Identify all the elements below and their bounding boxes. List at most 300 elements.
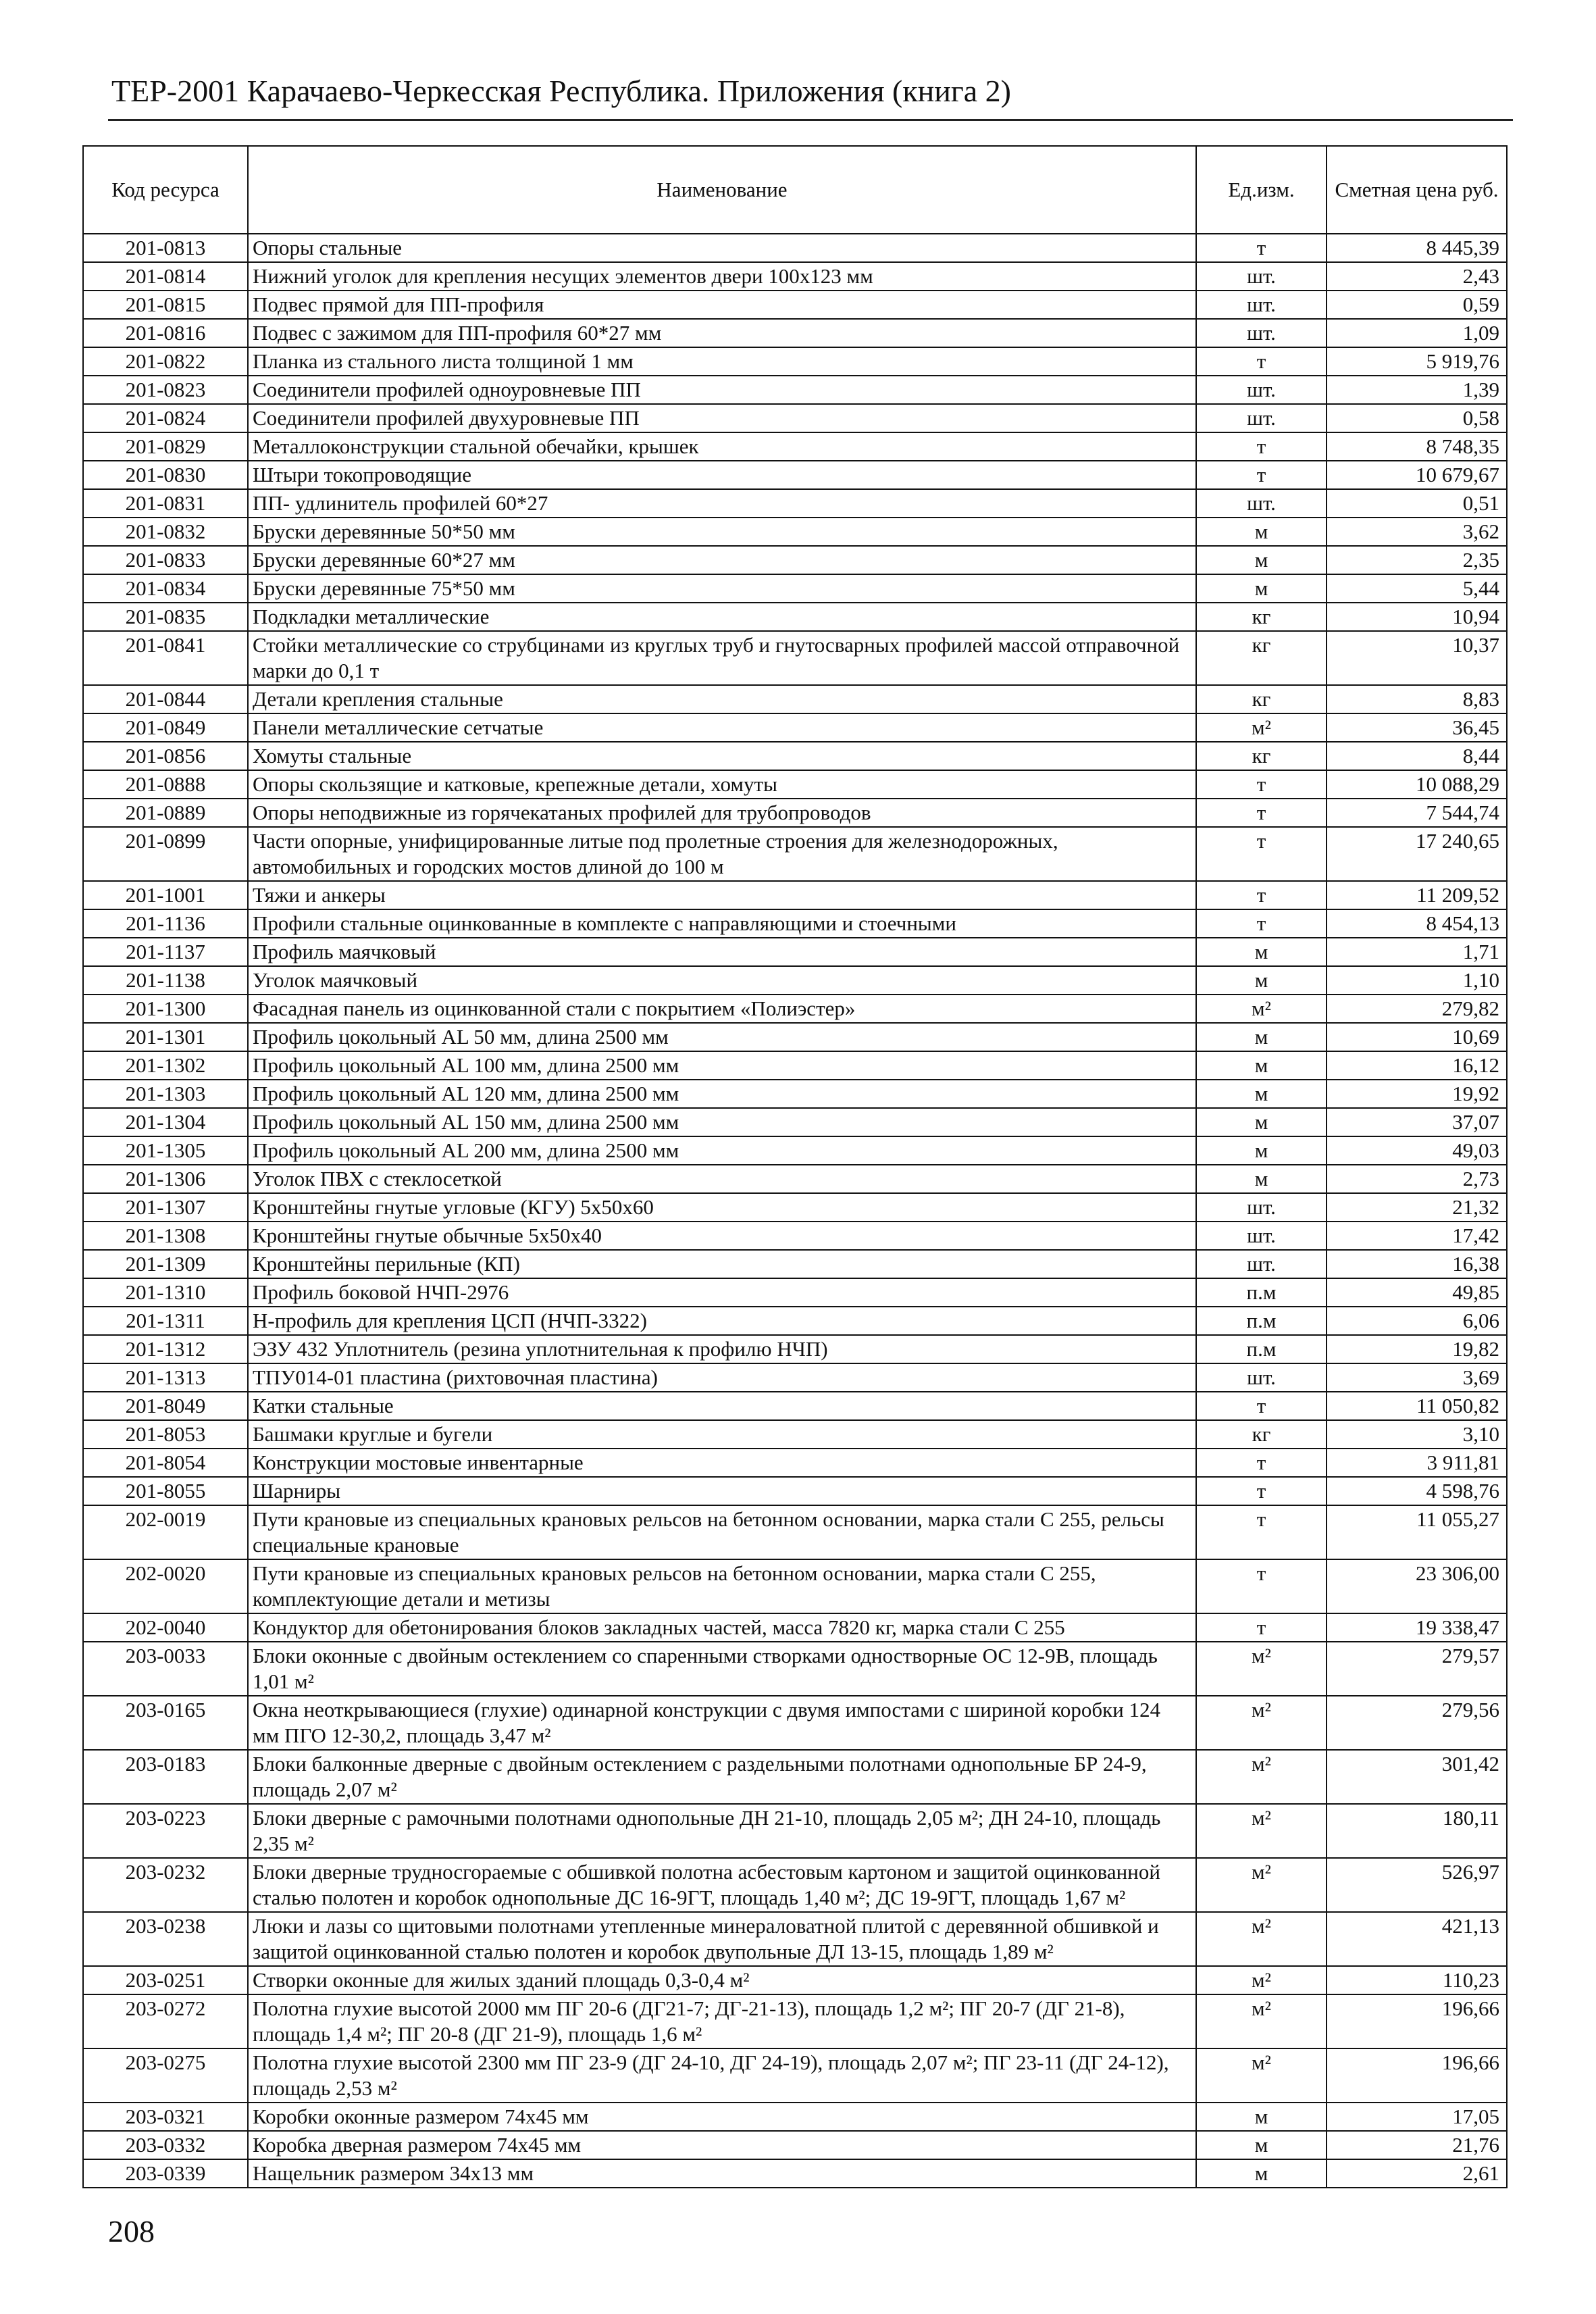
cell-code: 201-0856 — [83, 742, 248, 770]
cell-unit: м² — [1196, 713, 1327, 742]
cell-name: Панели металлические сетчатые — [248, 713, 1196, 742]
cell-code: 201-1304 — [83, 1108, 248, 1136]
column-header-name: Наименование — [248, 146, 1196, 234]
cell-unit: т — [1196, 432, 1327, 461]
cell-code: 201-0833 — [83, 546, 248, 574]
cell-unit: т — [1196, 827, 1327, 881]
table-row — [83, 1363, 1507, 1392]
cell-name: Полотна глухие высотой 2000 мм ПГ 20-6 (ДГ21-7; ДГ-21-13), площадь 1,2 м²; ПГ 20-7 (ДГ 21-8), площадь 1,4 м²; ПГ 20-8 (ДГ 21-9), площадь 1,6 м² — [248, 1994, 1196, 2048]
cell-unit: кг — [1196, 1420, 1327, 1449]
cell-code: 203-0251 — [83, 1966, 248, 1994]
table-row — [83, 603, 1507, 631]
cell-code: 201-0830 — [83, 461, 248, 489]
cell-unit: п.м — [1196, 1278, 1327, 1307]
cell-unit: т — [1196, 1449, 1327, 1477]
cell-name: Конструкции мостовые инвентарные — [248, 1449, 1196, 1477]
cell-name: Бруски деревянные 60*27 мм — [248, 546, 1196, 574]
cell-price: 11 050,82 — [1327, 1392, 1507, 1420]
cell-name: Опоры стальные — [248, 234, 1196, 262]
table-row — [83, 404, 1507, 432]
cell-name: Уголок маячковый — [248, 966, 1196, 995]
cell-name: Штыри токопроводящие — [248, 461, 1196, 489]
cell-unit: кг — [1196, 685, 1327, 713]
table-row — [83, 1912, 1507, 1966]
cell-code: 201-0831 — [83, 489, 248, 518]
cell-unit: м — [1196, 1108, 1327, 1136]
cell-name: Нижний уголок для крепления несущих элементов двери 100x123 мм — [248, 262, 1196, 291]
column-header-code: Код ресурса — [83, 146, 248, 234]
cell-name: Створки оконные для жилых зданий площадь 0,3-0,4 м² — [248, 1966, 1196, 1994]
cell-unit: т — [1196, 799, 1327, 827]
resource-price-table — [82, 145, 1508, 2188]
cell-code: 201-1308 — [83, 1222, 248, 1250]
cell-code: 201-1312 — [83, 1335, 248, 1363]
cell-code: 201-8053 — [83, 1420, 248, 1449]
cell-name: Кронштейны гнутые обычные 5x50x40 — [248, 1222, 1196, 1250]
cell-code: 201-0824 — [83, 404, 248, 432]
column-header-price: Сметная цена руб. — [1327, 146, 1507, 234]
cell-unit: шт. — [1196, 1222, 1327, 1250]
table-row — [83, 2103, 1507, 2131]
cell-price: 0,59 — [1327, 291, 1507, 319]
cell-name: Металлоконструкции стальной обечайки, крышек — [248, 432, 1196, 461]
cell-name: Опоры скользящие и катковые, крепежные детали, хомуты — [248, 770, 1196, 799]
cell-price: 1,10 — [1327, 966, 1507, 995]
table-row — [83, 909, 1507, 938]
table-row — [83, 518, 1507, 546]
cell-name: Профиль цокольный AL 200 мм, длина 2500 мм — [248, 1136, 1196, 1165]
table-row — [83, 1966, 1507, 1994]
cell-price: 5 919,76 — [1327, 347, 1507, 376]
cell-price: 0,51 — [1327, 489, 1507, 518]
cell-code: 201-0841 — [83, 631, 248, 685]
cell-price: 10,69 — [1327, 1023, 1507, 1051]
cell-price: 1,71 — [1327, 938, 1507, 966]
cell-price: 37,07 — [1327, 1108, 1507, 1136]
table-row — [83, 1335, 1507, 1363]
cell-price: 19 338,47 — [1327, 1613, 1507, 1642]
cell-name: Соединители профилей одноуровневые ПП — [248, 376, 1196, 404]
cell-unit: п.м — [1196, 1335, 1327, 1363]
table-row — [83, 461, 1507, 489]
cell-price: 49,85 — [1327, 1278, 1507, 1307]
cell-code: 203-0223 — [83, 1804, 248, 1858]
table-row — [83, 262, 1507, 291]
table-row — [83, 770, 1507, 799]
table-row — [83, 1108, 1507, 1136]
cell-code: 203-0332 — [83, 2131, 248, 2159]
cell-name: Тяжи и анкеры — [248, 881, 1196, 909]
cell-unit: т — [1196, 347, 1327, 376]
cell-unit: шт. — [1196, 376, 1327, 404]
cell-price: 8,83 — [1327, 685, 1507, 713]
cell-code: 201-1138 — [83, 966, 248, 995]
cell-unit: т — [1196, 909, 1327, 938]
table-row — [83, 1080, 1507, 1108]
cell-unit: т — [1196, 1505, 1327, 1559]
cell-name: Блоки дверные трудносгораемые с обшивкой полотна асбестовым картоном и защитой оцинкованной сталью полотен и коробок однопольные ДС 16-9ГТ, площадь 1,40 м²; ДС 19-9ГТ, площадь 1,67 м² — [248, 1858, 1196, 1912]
cell-price: 8 445,39 — [1327, 234, 1507, 262]
cell-code: 201-1300 — [83, 995, 248, 1023]
table-row — [83, 1250, 1507, 1278]
table-row — [83, 1858, 1507, 1912]
table-row — [83, 2159, 1507, 2188]
cell-code: 201-8055 — [83, 1477, 248, 1505]
table-row — [83, 1449, 1507, 1477]
cell-code: 201-0889 — [83, 799, 248, 827]
cell-price: 2,43 — [1327, 262, 1507, 291]
cell-unit: шт. — [1196, 291, 1327, 319]
cell-code: 202-0040 — [83, 1613, 248, 1642]
cell-code: 201-0822 — [83, 347, 248, 376]
table-row — [83, 799, 1507, 827]
column-header-unit: Ед.изм. — [1196, 146, 1327, 234]
cell-price: 16,38 — [1327, 1250, 1507, 1278]
cell-price: 3,10 — [1327, 1420, 1507, 1449]
cell-price: 5,44 — [1327, 574, 1507, 603]
table-row — [83, 291, 1507, 319]
cell-code: 201-1303 — [83, 1080, 248, 1108]
cell-unit: кг — [1196, 742, 1327, 770]
cell-unit: т — [1196, 1477, 1327, 1505]
table-row — [83, 376, 1507, 404]
table-row — [83, 1994, 1507, 2048]
cell-code: 201-1306 — [83, 1165, 248, 1193]
table-row — [83, 1051, 1507, 1080]
cell-name: Профиль боковой НЧП-2976 — [248, 1278, 1196, 1307]
table-row — [83, 995, 1507, 1023]
cell-unit: м² — [1196, 1912, 1327, 1966]
cell-name: ПП- удлинитель профилей 60*27 — [248, 489, 1196, 518]
cell-code: 201-0835 — [83, 603, 248, 631]
cell-code: 201-8054 — [83, 1449, 248, 1477]
cell-unit: м² — [1196, 1804, 1327, 1858]
cell-name: ЭЗУ 432 Уплотнитель (резина уплотнительная к профилю НЧП) — [248, 1335, 1196, 1363]
cell-name: Катки стальные — [248, 1392, 1196, 1420]
page-number: 208 — [108, 2214, 155, 2248]
cell-unit: м — [1196, 938, 1327, 966]
cell-code: 201-0814 — [83, 262, 248, 291]
cell-name: Профиль маячковый — [248, 938, 1196, 966]
cell-code: 203-0232 — [83, 1858, 248, 1912]
cell-code: 203-0033 — [83, 1642, 248, 1696]
table-row — [83, 827, 1507, 881]
cell-code: 203-0183 — [83, 1750, 248, 1804]
table-row — [83, 1392, 1507, 1420]
cell-name: Коробки оконные размером 74x45 мм — [248, 2103, 1196, 2131]
cell-name: Части опорные, унифицированные литые под пролетные строения для железнодорожных, автомобильных и городских мостов длиной до 100 м — [248, 827, 1196, 881]
cell-unit: т — [1196, 770, 1327, 799]
table-row — [83, 1477, 1507, 1505]
cell-price: 10,37 — [1327, 631, 1507, 685]
cell-price: 3 911,81 — [1327, 1449, 1507, 1477]
cell-code: 201-1001 — [83, 881, 248, 909]
resource-table-container — [82, 145, 1506, 2188]
cell-unit: м — [1196, 574, 1327, 603]
cell-price: 17,05 — [1327, 2103, 1507, 2131]
cell-name: Стойки металлические со струбцинами из круглых труб и гнутосварных профилей массой отправочной марки до 0,1 т — [248, 631, 1196, 685]
table-row — [83, 1505, 1507, 1559]
cell-unit: шт. — [1196, 262, 1327, 291]
cell-unit: м — [1196, 1080, 1327, 1108]
cell-name: Подвес прямой для ПП-профиля — [248, 291, 1196, 319]
cell-code: 203-0272 — [83, 1994, 248, 2048]
cell-code: 203-0238 — [83, 1912, 248, 1966]
cell-code: 201-0834 — [83, 574, 248, 603]
table-row — [83, 966, 1507, 995]
cell-code: 201-0815 — [83, 291, 248, 319]
cell-code: 203-0275 — [83, 2048, 248, 2103]
table-row — [83, 1804, 1507, 1858]
cell-price: 301,42 — [1327, 1750, 1507, 1804]
cell-unit: м — [1196, 2103, 1327, 2131]
cell-code: 201-1137 — [83, 938, 248, 966]
cell-unit: шт. — [1196, 404, 1327, 432]
cell-price: 23 306,00 — [1327, 1559, 1507, 1613]
cell-unit: м — [1196, 1023, 1327, 1051]
cell-unit: шт. — [1196, 1363, 1327, 1392]
cell-name: Детали крепления стальные — [248, 685, 1196, 713]
cell-unit: т — [1196, 1559, 1327, 1613]
cell-price: 196,66 — [1327, 2048, 1507, 2103]
cell-price: 421,13 — [1327, 1912, 1507, 1966]
cell-price: 17,42 — [1327, 1222, 1507, 1250]
title-rule — [108, 119, 1513, 121]
cell-name: Соединители профилей двухуровневые ПП — [248, 404, 1196, 432]
table-row — [83, 1307, 1507, 1335]
cell-name: Окна неоткрывающиеся (глухие) одинарной конструкции с двумя импостами с шириной коробки 124 мм ПГО 12-30,2, площадь 3,47 м² — [248, 1696, 1196, 1750]
table-row — [83, 1696, 1507, 1750]
cell-price: 0,58 — [1327, 404, 1507, 432]
cell-name: Профиль цокольный AL 50 мм, длина 2500 мм — [248, 1023, 1196, 1051]
cell-price: 16,12 — [1327, 1051, 1507, 1080]
cell-name: Бруски деревянные 75*50 мм — [248, 574, 1196, 603]
cell-price: 49,03 — [1327, 1136, 1507, 1165]
cell-code: 202-0020 — [83, 1559, 248, 1613]
table-row — [83, 631, 1507, 685]
cell-name: Шарниры — [248, 1477, 1196, 1505]
table-row — [83, 234, 1507, 262]
cell-name: Блоки дверные с рамочными полотнами однопольные ДН 21-10, площадь 2,05 м²; ДН 24-10, площадь 2,35 м² — [248, 1804, 1196, 1858]
table-row — [83, 1613, 1507, 1642]
cell-code: 203-0321 — [83, 2103, 248, 2131]
table-row — [83, 347, 1507, 376]
table-row — [83, 1278, 1507, 1307]
cell-price: 3,62 — [1327, 518, 1507, 546]
cell-code: 201-0813 — [83, 234, 248, 262]
cell-price: 17 240,65 — [1327, 827, 1507, 881]
cell-price: 21,32 — [1327, 1193, 1507, 1222]
cell-code: 201-8049 — [83, 1392, 248, 1420]
cell-name: Кронштейны перильные (КП) — [248, 1250, 1196, 1278]
cell-price: 21,76 — [1327, 2131, 1507, 2159]
table-row — [83, 938, 1507, 966]
cell-unit: п.м — [1196, 1307, 1327, 1335]
cell-price: 2,35 — [1327, 546, 1507, 574]
cell-name: Блоки балконные дверные с двойным остеклением с раздельными полотнами однопольные БР 24-9, площадь 2,07 м² — [248, 1750, 1196, 1804]
cell-code: 201-0816 — [83, 319, 248, 347]
cell-code: 201-1307 — [83, 1193, 248, 1222]
cell-code: 203-0339 — [83, 2159, 248, 2188]
table-row — [83, 1750, 1507, 1804]
cell-price: 19,82 — [1327, 1335, 1507, 1363]
cell-unit: м² — [1196, 1750, 1327, 1804]
cell-unit: т — [1196, 1392, 1327, 1420]
cell-price: 6,06 — [1327, 1307, 1507, 1335]
cell-unit: м — [1196, 1051, 1327, 1080]
table-row — [83, 574, 1507, 603]
cell-unit: кг — [1196, 603, 1327, 631]
cell-unit: м² — [1196, 1994, 1327, 2048]
cell-unit: шт. — [1196, 489, 1327, 518]
cell-price: 279,57 — [1327, 1642, 1507, 1696]
cell-code: 201-0829 — [83, 432, 248, 461]
cell-price: 1,39 — [1327, 376, 1507, 404]
cell-price: 10,94 — [1327, 603, 1507, 631]
cell-name: Нащельник размером 34x13 мм — [248, 2159, 1196, 2188]
cell-code: 201-0899 — [83, 827, 248, 881]
cell-name: Профиль цокольный AL 100 мм, длина 2500 мм — [248, 1051, 1196, 1080]
cell-code: 201-1309 — [83, 1250, 248, 1278]
table-row — [83, 2131, 1507, 2159]
cell-code: 202-0019 — [83, 1505, 248, 1559]
cell-name: Н-профиль для крепления ЦСП (НЧП-3322) — [248, 1307, 1196, 1335]
cell-unit: м — [1196, 1136, 1327, 1165]
cell-code: 201-1305 — [83, 1136, 248, 1165]
cell-price: 279,82 — [1327, 995, 1507, 1023]
table-row — [83, 1136, 1507, 1165]
cell-name: Бруски деревянные 50*50 мм — [248, 518, 1196, 546]
table-row — [83, 1559, 1507, 1613]
cell-unit: м² — [1196, 995, 1327, 1023]
table-row — [83, 1222, 1507, 1250]
cell-unit: т — [1196, 881, 1327, 909]
cell-name: ТПУ014-01 пластина (рихтовочная пластина) — [248, 1363, 1196, 1392]
cell-unit: м² — [1196, 1966, 1327, 1994]
cell-name: Полотна глухие высотой 2300 мм ПГ 23-9 (ДГ 24-10, ДГ 24-19), площадь 2,07 м²; ПГ 23-11 (ДГ 24-12), площадь 2,53 м² — [248, 2048, 1196, 2103]
cell-unit: шт. — [1196, 1250, 1327, 1278]
cell-price: 110,23 — [1327, 1966, 1507, 1994]
cell-code: 201-1313 — [83, 1363, 248, 1392]
cell-unit: шт. — [1196, 319, 1327, 347]
table-row — [83, 432, 1507, 461]
cell-name: Хомуты стальные — [248, 742, 1196, 770]
cell-name: Башмаки круглые и бугели — [248, 1420, 1196, 1449]
cell-unit: м — [1196, 2131, 1327, 2159]
table-row — [83, 2048, 1507, 2103]
cell-unit: м — [1196, 1165, 1327, 1193]
cell-name: Люки и лазы со щитовыми полотнами утепленные минераловатной плитой с деревянной обшивкой и защитой оцинкованной сталью полотен и коробок двупольные ДЛ 13-15, площадь 1,89 м² — [248, 1912, 1196, 1966]
cell-price: 19,92 — [1327, 1080, 1507, 1108]
cell-name: Подвес с зажимом для ПП-профиля 60*27 мм — [248, 319, 1196, 347]
cell-price: 36,45 — [1327, 713, 1507, 742]
cell-unit: м — [1196, 518, 1327, 546]
cell-unit: м² — [1196, 2048, 1327, 2103]
cell-price: 7 544,74 — [1327, 799, 1507, 827]
cell-code: 201-1301 — [83, 1023, 248, 1051]
cell-price: 2,61 — [1327, 2159, 1507, 2188]
cell-price: 11 055,27 — [1327, 1505, 1507, 1559]
table-row — [83, 881, 1507, 909]
table-row — [83, 1420, 1507, 1449]
cell-code: 203-0165 — [83, 1696, 248, 1750]
table-body — [83, 234, 1507, 2188]
cell-price: 1,09 — [1327, 319, 1507, 347]
cell-unit: м² — [1196, 1642, 1327, 1696]
table-row — [83, 685, 1507, 713]
page-title: ТЕР-2001 Карачаево-Черкесская Республика. Приложения (книга 2) — [111, 74, 1012, 108]
cell-unit: шт. — [1196, 1193, 1327, 1222]
cell-name: Кронштейны гнутые угловые (КГУ) 5x50x60 — [248, 1193, 1196, 1222]
table-row — [83, 319, 1507, 347]
cell-unit: м² — [1196, 1696, 1327, 1750]
table-row — [83, 1023, 1507, 1051]
cell-price: 2,73 — [1327, 1165, 1507, 1193]
cell-name: Опоры неподвижные из горячекатаных профилей для трубопроводов — [248, 799, 1196, 827]
cell-code: 201-0849 — [83, 713, 248, 742]
cell-code: 201-0888 — [83, 770, 248, 799]
cell-name: Уголок ПВХ с стеклосеткой — [248, 1165, 1196, 1193]
cell-unit: м — [1196, 546, 1327, 574]
cell-price: 8 748,35 — [1327, 432, 1507, 461]
cell-price: 10 679,67 — [1327, 461, 1507, 489]
cell-price: 4 598,76 — [1327, 1477, 1507, 1505]
cell-unit: кг — [1196, 631, 1327, 685]
cell-code: 201-1136 — [83, 909, 248, 938]
cell-unit: т — [1196, 461, 1327, 489]
cell-price: 526,97 — [1327, 1858, 1507, 1912]
cell-name: Блоки оконные с двойным остеклением со спаренными створками одностворные ОС 12-9В, площадь 1,01 м² — [248, 1642, 1196, 1696]
cell-code: 201-1311 — [83, 1307, 248, 1335]
cell-name: Планка из стального листа толщиной 1 мм — [248, 347, 1196, 376]
table-row — [83, 713, 1507, 742]
table-row — [83, 1642, 1507, 1696]
cell-price: 8 454,13 — [1327, 909, 1507, 938]
cell-price: 180,11 — [1327, 1804, 1507, 1858]
cell-name: Коробка дверная размером 74x45 мм — [248, 2131, 1196, 2159]
table-header-row — [83, 146, 1507, 234]
cell-name: Пути крановые из специальных крановых рельсов на бетонном основании, марка стали С 255, комплектующие детали и метизы — [248, 1559, 1196, 1613]
cell-price: 279,56 — [1327, 1696, 1507, 1750]
cell-code: 201-1310 — [83, 1278, 248, 1307]
cell-unit: м² — [1196, 1858, 1327, 1912]
cell-unit: м — [1196, 2159, 1327, 2188]
cell-unit: м — [1196, 966, 1327, 995]
cell-name: Профиль цокольный AL 120 мм, длина 2500 мм — [248, 1080, 1196, 1108]
cell-name: Профиль цокольный AL 150 мм, длина 2500 мм — [248, 1108, 1196, 1136]
cell-code: 201-1302 — [83, 1051, 248, 1080]
cell-code: 201-0823 — [83, 376, 248, 404]
cell-price: 3,69 — [1327, 1363, 1507, 1392]
cell-name: Профили стальные оцинкованные в комплекте с направляющими и стоечными — [248, 909, 1196, 938]
table-row — [83, 489, 1507, 518]
cell-price: 10 088,29 — [1327, 770, 1507, 799]
table-row — [83, 546, 1507, 574]
cell-price: 8,44 — [1327, 742, 1507, 770]
cell-unit: т — [1196, 234, 1327, 262]
cell-unit: т — [1196, 1613, 1327, 1642]
cell-code: 201-0844 — [83, 685, 248, 713]
table-row — [83, 742, 1507, 770]
table-header — [83, 146, 1507, 234]
table-row — [83, 1193, 1507, 1222]
cell-code: 201-0832 — [83, 518, 248, 546]
cell-price: 196,66 — [1327, 1994, 1507, 2048]
cell-price: 11 209,52 — [1327, 881, 1507, 909]
cell-name: Пути крановые из специальных крановых рельсов на бетонном основании, марка стали С 255, рельсы специальные крановые — [248, 1505, 1196, 1559]
cell-name: Фасадная панель из оцинкованной стали с покрытием «Полиэстер» — [248, 995, 1196, 1023]
cell-name: Подкладки металлические — [248, 603, 1196, 631]
